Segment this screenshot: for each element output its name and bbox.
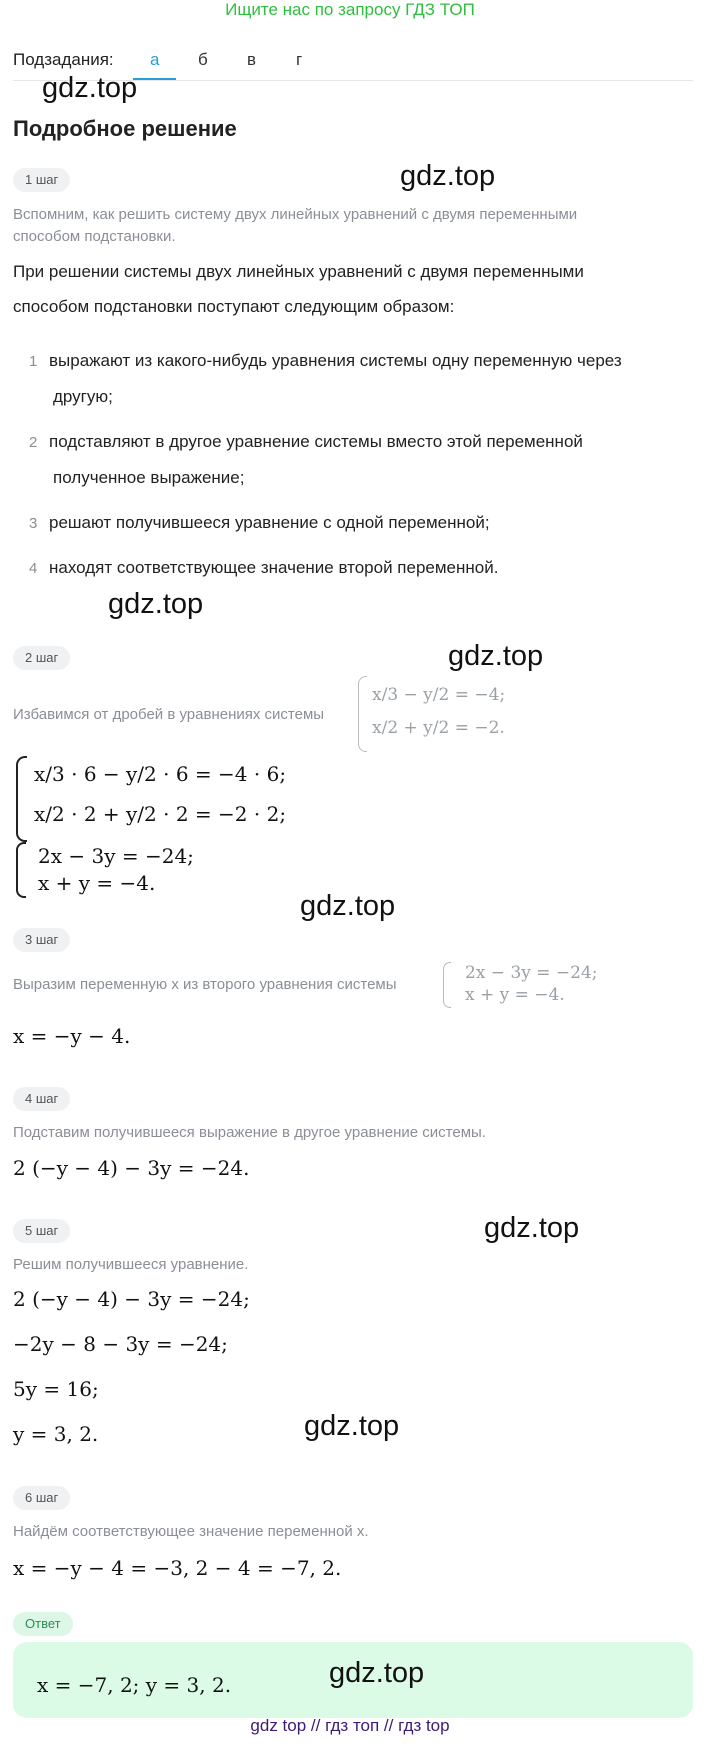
watermark: gdz.top	[300, 890, 396, 922]
footer-links[interactable]: gdz top // гдз топ // гдз top	[250, 1716, 450, 1735]
list-item: полученное выражение;	[53, 468, 245, 487]
active-tab-underline	[133, 78, 176, 80]
solution-line: 2 (−y − 4) − 3y = −24;	[13, 1287, 250, 1311]
step-badge: 5 шаг	[13, 1219, 70, 1243]
step-intro: Вспомним, как решить систему двух линейных уравнений с двумя переменными	[13, 206, 578, 223]
list-number: 3	[29, 515, 38, 532]
system-brace	[358, 676, 367, 752]
list-item: подставляют в другое уравнение системы вместо этой переменной	[49, 432, 583, 451]
step-intro: Найдём соответствующее значение переменной x.	[13, 1523, 369, 1540]
step-intro: Решим получившееся уравнение.	[13, 1256, 249, 1273]
list-item: решают получившееся уравнение с одной переменной;	[49, 513, 490, 532]
watermark: gdz.top	[108, 588, 204, 620]
step-intro: Выразим переменную x из второго уравнения системы	[13, 976, 397, 993]
step-badge: 2 шаг	[13, 646, 70, 670]
solution-line: −2y − 8 − 3y = −24;	[13, 1332, 228, 1356]
tab-b[interactable]: б	[198, 50, 208, 69]
system-equation: x + y = −4.	[38, 871, 156, 895]
system-equation: x + y = −4.	[465, 985, 565, 1005]
system-equation: 2x − 3y = −24;	[465, 963, 598, 983]
system-equation: x/2 + y/2 = −2.	[372, 718, 505, 738]
step-result: 2 (−y − 4) − 3y = −24.	[13, 1156, 250, 1180]
watermark: gdz.top	[484, 1212, 580, 1244]
step-badge: 4 шаг	[13, 1087, 70, 1111]
step-text: При решении системы двух линейных уравнений с двумя переменными	[13, 262, 584, 281]
list-item: выражают из какого-нибудь уравнения системы одну переменную через	[49, 351, 622, 370]
subtasks-label: Подзадания:	[13, 50, 114, 69]
system-brace	[16, 842, 26, 898]
list-item: находят соответствующее значение второй переменной.	[49, 558, 499, 577]
watermark: gdz.top	[42, 72, 138, 104]
list-number: 1	[29, 353, 38, 370]
system-brace	[16, 756, 27, 842]
step-badge: 3 шаг	[13, 928, 70, 952]
watermark: gdz.top	[329, 1657, 425, 1689]
system-brace	[443, 962, 451, 1008]
tab-a[interactable]: а	[150, 50, 160, 69]
list-number: 2	[29, 434, 38, 451]
page-title: Подробное решение	[13, 116, 237, 141]
system-equation: x/3 · 6 − y/2 · 6 = −4 · 6;	[34, 762, 287, 786]
step-intro: Подставим получившееся выражение в другое уравнение системы.	[13, 1124, 486, 1141]
watermark: gdz.top	[304, 1410, 400, 1442]
list-item: другую;	[53, 387, 113, 406]
step-badge: 1 шаг	[13, 168, 70, 192]
solution-line: y = 3, 2.	[13, 1422, 99, 1446]
system-equation: x/3 − y/2 = −4;	[372, 685, 506, 705]
watermark: gdz.top	[400, 160, 496, 192]
step-result: x = −y − 4 = −3, 2 − 4 = −7, 2.	[13, 1556, 342, 1580]
system-equation: x/2 · 2 + y/2 · 2 = −2 · 2;	[34, 802, 287, 826]
step-intro: способом подстановки.	[13, 228, 176, 245]
solution-line: 5y = 16;	[13, 1377, 99, 1401]
answer-value: x = −7, 2; y = 3, 2.	[37, 1673, 232, 1697]
list-number: 4	[29, 560, 38, 577]
step-badge: 6 шаг	[13, 1486, 70, 1510]
system-equation: 2x − 3y = −24;	[38, 844, 194, 868]
search-banner: Ищите нас по запросу ГДЗ ТОП	[225, 0, 475, 19]
tab-v[interactable]: в	[247, 50, 257, 69]
step-result: x = −y − 4.	[13, 1024, 131, 1048]
tab-g[interactable]: г	[296, 50, 303, 69]
watermark: gdz.top	[448, 640, 544, 672]
step-intro: Избавимся от дробей в уравнениях системы	[13, 706, 325, 723]
answer-badge: Ответ	[13, 1612, 73, 1636]
step-text: способом подстановки поступают следующим образом:	[13, 297, 455, 316]
